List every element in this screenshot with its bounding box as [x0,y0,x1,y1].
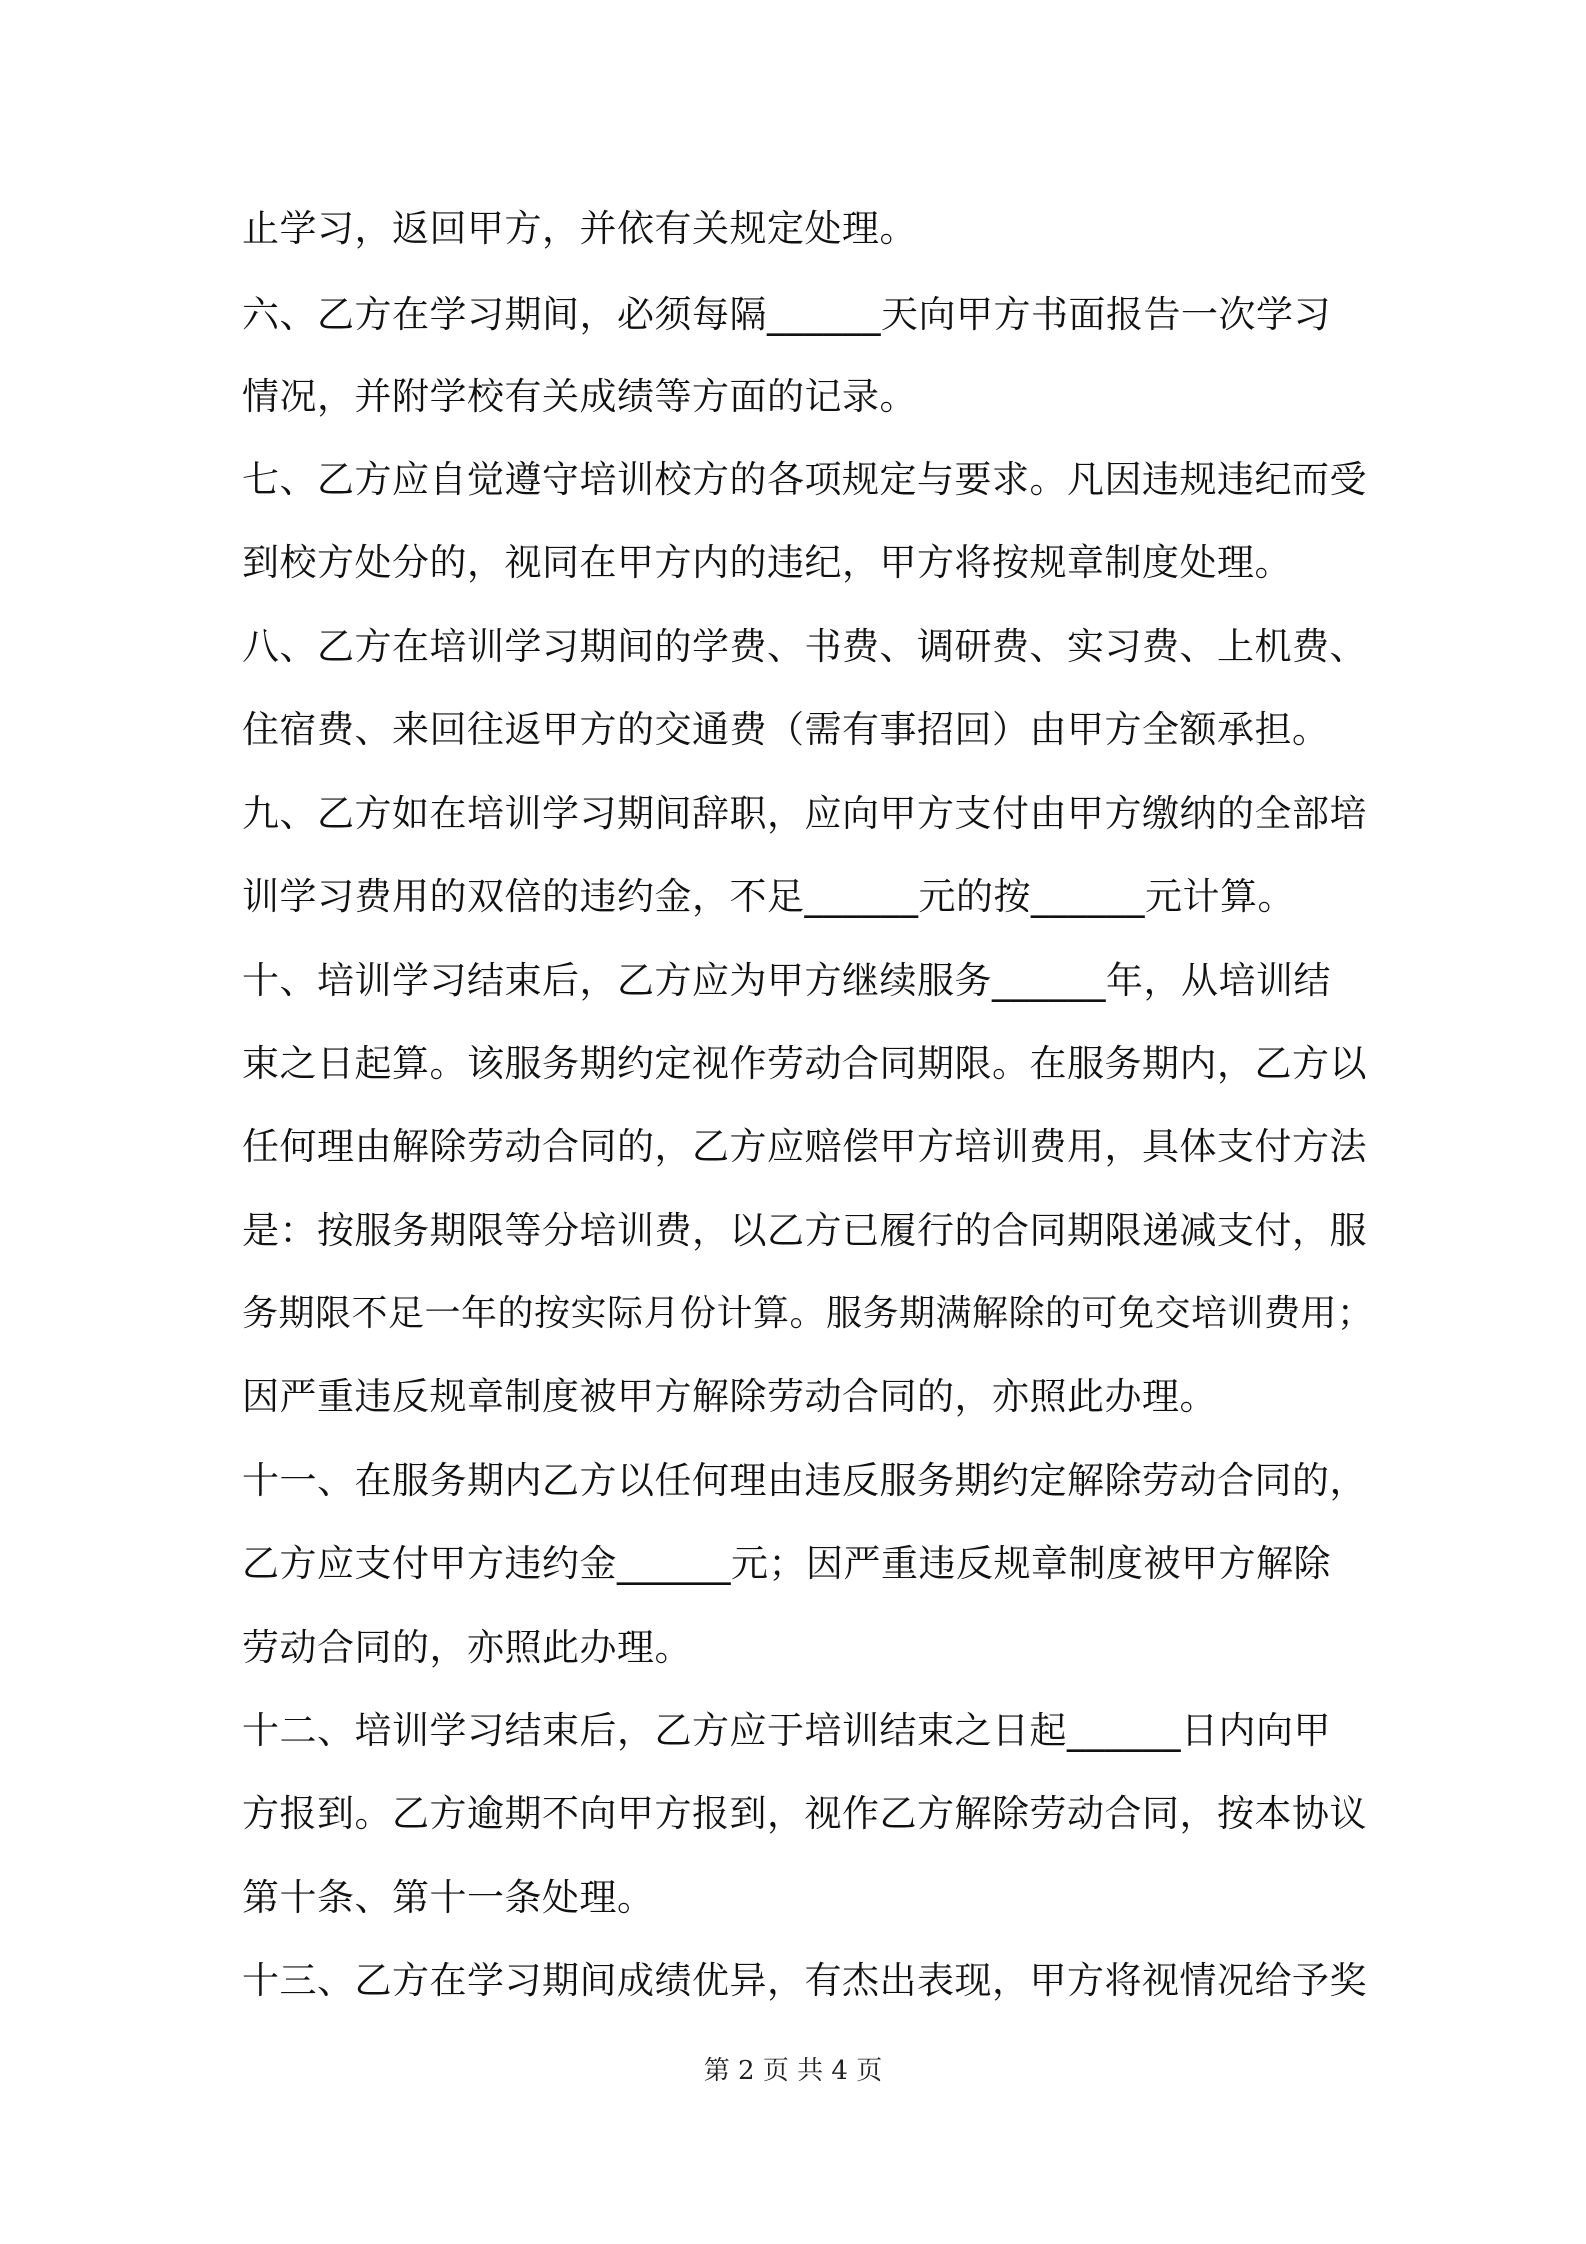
text-line: 十一、在服务期内乙方以任何理由违反服务期约定解除劳动合同的， [242,1459,1367,1502]
text-line: 因严重违反规章制度被甲方解除劳动合同的，亦照此办理。 [242,1375,1217,1418]
text-line: 劳动合同的，亦照此办理。 [242,1626,692,1669]
text-line: 乙方应支付甲方违约金______元；因严重违反规章制度被甲方解除 [242,1542,1331,1585]
text-line: 束之日起算。该服务期约定视作劳动合同期限。在服务期内，乙方以 [242,1042,1367,1085]
text-line: 务期限不足一年的按实际月份计算。服务期满解除的可免交培训费用； [242,1293,1374,1334]
text-line: 是：按服务期限等分培训费，以乙方已履行的合同期限递减支付，服 [242,1209,1367,1252]
text-line: 第十条、第十一条处理。 [242,1876,655,1919]
page-number-footer: 第 2 页 共 4 页 [703,2056,883,2086]
text-line: 七、乙方应自觉遵守培训校方的各项规定与要求。凡因违规违纪而受 [242,458,1367,501]
text-line: 方报到。乙方逾期不向甲方报到，视作乙方解除劳动合同，按本协议 [242,1792,1367,1835]
text-line: 六、乙方在学习期间，必须每隔______天向甲方书面报告一次学习 [242,293,1331,336]
text-line: 情况，并附学校有关成绩等方面的记录。 [242,375,917,418]
text-line: 十、培训学习结束后，乙方应为甲方继续服务______年，从培训结 [242,959,1331,1002]
text-line: 止学习，返回甲方，并依有关规定处理。 [242,207,917,250]
text-line: 十二、培训学习结束后，乙方应于培训结束之日起______日内向甲 [242,1709,1331,1752]
text-line: 训学习费用的双倍的违约金，不足______元的按______元计算。 [242,875,1295,918]
text-line: 九、乙方如在培训学习期间辞职，应向甲方支付由甲方缴纳的全部培 [242,792,1367,835]
text-line: 任何理由解除劳动合同的，乙方应赔偿甲方培训费用，具体支付方法 [242,1125,1367,1168]
text-line: 八、乙方在培训学习期间的学费、书费、调研费、实习费、上机费、 [242,625,1367,668]
text-line: 到校方处分的，视同在甲方内的违纪，甲方将按规章制度处理。 [242,541,1292,584]
text-line: 十三、乙方在学习期间成绩优异，有杰出表现，甲方将视情况给予奖 [242,1959,1367,2002]
text-line: 住宿费、来回往返甲方的交通费（需有事招回）由甲方全额承担。 [242,708,1330,751]
